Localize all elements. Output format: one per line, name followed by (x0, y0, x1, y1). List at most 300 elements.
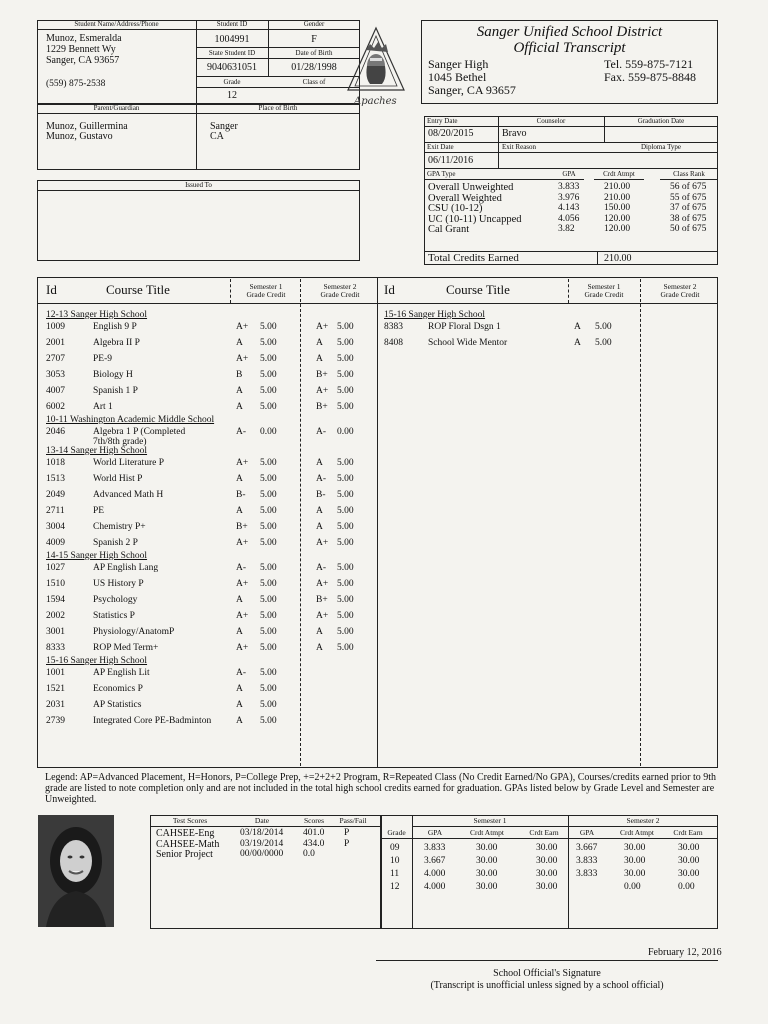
sem1-grade: A+ (236, 538, 249, 548)
test-date: 00/00/0000 (240, 849, 284, 859)
course-id: 3053 (46, 370, 65, 380)
sem2-credit: 5.00 (337, 643, 354, 653)
sem2-credit: 5.00 (337, 370, 354, 380)
grade-col-header: Grade (387, 828, 406, 837)
gender-header: Gender (268, 20, 360, 30)
course-title: Algebra II P (93, 338, 140, 348)
course-title: School Wide Mentor (428, 338, 508, 348)
course-row (0, 503, 768, 519)
sem2-credit: 5.00 (337, 474, 354, 484)
counselor: Bravo (502, 128, 527, 139)
sem1-credit: 5.00 (260, 579, 277, 589)
sem2-crdt-atmpt: 0.00 (624, 882, 641, 892)
sem1-crdt-earn: 30.00 (536, 882, 558, 892)
sem2-grade: A (316, 506, 323, 516)
sem2-credit: 5.00 (337, 579, 354, 589)
grade-level: 10 (390, 856, 400, 866)
course-title: ROP Floral Dsgn 1 (428, 322, 501, 332)
sem1-crdt-atmpt: 30.00 (476, 882, 498, 892)
sem2-gpa: 3.833 (576, 869, 598, 879)
gpa-class-rank: 55 of 675 (670, 192, 707, 203)
sem2-credit: 5.00 (337, 338, 354, 348)
course-row (0, 399, 768, 415)
gpa-value: 3.976 (558, 192, 580, 203)
sem2-grade: A- (316, 563, 327, 573)
course-title: Art 1 (93, 402, 113, 412)
sem1-crdt-earn: 30.00 (536, 856, 558, 866)
issued-to-header: Issued To (37, 180, 360, 191)
sem1-crdt-earn: 30.00 (536, 843, 558, 853)
sem1-grade: A (236, 506, 243, 516)
course-row (0, 713, 768, 729)
sem2-credit: 5.00 (337, 627, 354, 637)
sem1-grade: A (236, 474, 243, 484)
sem1-grade: A- (236, 427, 247, 437)
test-date: 03/18/2014 (240, 828, 284, 838)
issued-to-box (37, 180, 360, 261)
sem2-grade: A (316, 458, 323, 468)
sem1-gpa: 4.000 (424, 869, 446, 879)
sem1-credit: 5.00 (260, 370, 277, 380)
course-row (0, 592, 768, 608)
course-id: 8383 (384, 322, 403, 332)
course-title: AP English Lang (93, 563, 159, 573)
sem1-grade: B- (236, 490, 246, 500)
sem2-credit: 5.00 (337, 402, 354, 412)
sem2-grade: B+ (316, 370, 328, 380)
sem2-crdt-atmpt: 30.00 (624, 856, 646, 866)
sem1-gpa: 3.833 (424, 843, 446, 853)
term-heading: 12-13 Sanger High School (46, 310, 148, 320)
test-name: Senior Project (156, 849, 213, 860)
term-heading: 10-11 Washington Academic Middle School (46, 415, 215, 425)
course-id: 2002 (46, 611, 65, 621)
signature-label: School Official's Signature (493, 968, 601, 979)
sem2-credit: 5.00 (337, 506, 354, 516)
sem2-credit: 5.00 (337, 563, 354, 573)
course-title: AP English Lit (93, 668, 150, 678)
course-row (0, 535, 768, 551)
sem2-grade: A (316, 522, 323, 532)
exit-reason-header: Exit Reason (498, 143, 604, 153)
sem1-credit: 5.00 (260, 458, 277, 468)
gpa-class-rank: 56 of 675 (670, 182, 707, 192)
school-street: 1045 Bethel (428, 70, 487, 84)
student-phone: (559) 875-2538 (46, 79, 106, 89)
school-city: Sanger, CA 93657 (428, 83, 516, 97)
course-id: 6002 (46, 402, 65, 412)
class-rank-header: Class Rank (660, 170, 718, 180)
sem1-credit: 5.00 (260, 338, 277, 348)
sem1-grade: B+ (236, 522, 248, 532)
course-row (0, 681, 768, 697)
sem1-grade: A (236, 684, 243, 694)
sem2-grade: A (316, 627, 323, 637)
sem2-grade: A+ (316, 579, 329, 589)
course-id: 1521 (46, 684, 65, 694)
sem1-credit: 5.00 (260, 611, 277, 621)
course-id: 8333 (46, 643, 65, 653)
ssid-header: State Student ID (196, 49, 268, 59)
ssid: 9040631051 (207, 62, 257, 73)
sem1-credit: 5.00 (260, 700, 277, 710)
sem1-credit: 5.00 (260, 563, 277, 573)
sem1-credit: 5.00 (260, 627, 277, 637)
gc2-header-left: Grade Credit (320, 290, 360, 299)
course-id: 2046 (46, 427, 65, 437)
sem2-credit: 5.00 (337, 322, 354, 332)
gc2-header-right: Grade Credit (660, 290, 700, 299)
sem1-credit: 5.00 (260, 386, 277, 396)
term-heading: 15-16 Sanger High School (46, 656, 148, 666)
legend: Legend: AP=Advanced Placement, H=Honors, P=College Prep, +=2+2+2 Program, R=Repeated Class (No Credit Earned/No GPA), Courses/credits earned prior to 9th grade are listed to note completion only and are not included in the total high school credits earned for graduation. GPAs listed below by Grade Level and Semester are Unweighted. (45, 772, 717, 805)
sem2-header-left: Semester 2 (323, 282, 357, 291)
parent-2: Munoz, Gustavo (46, 131, 113, 142)
sem1-grade: A (236, 595, 243, 605)
gpa-type: Overall Weighted (428, 192, 502, 204)
course-row (0, 383, 768, 399)
exit-date: 06/11/2016 (428, 155, 474, 166)
course-row (0, 335, 768, 351)
sem1-credit: 5.00 (595, 322, 612, 332)
sem2-credit: 0.00 (337, 427, 354, 437)
test-pf-header: Pass/Fail (339, 816, 367, 825)
sem1-credit: 5.00 (260, 538, 277, 548)
course-title: PE-9 (93, 354, 112, 364)
sem2-grade: A (316, 354, 323, 364)
sem1-crdt-atmpt: 30.00 (476, 856, 498, 866)
course-id: 1018 (46, 458, 65, 468)
sem2-gpa-header-group: Semester 2 (626, 816, 660, 825)
course-title: English 9 P (93, 322, 137, 332)
test-score: 434.0 (303, 838, 325, 849)
sem2-credit: 5.00 (337, 595, 354, 605)
gpa-crdt-atmpt: 150.00 (604, 203, 631, 213)
sem2-credit: 5.00 (337, 538, 354, 548)
sem2-grade: A (316, 643, 323, 653)
sem1-grade: A (236, 627, 243, 637)
sem1-grade: A (574, 322, 581, 332)
test-name: CAHSEE-Math (156, 838, 220, 850)
sem1-gpa-header-group: Semester 1 (473, 816, 507, 825)
course-id: 2049 (46, 490, 65, 500)
sem1-credit: 5.00 (260, 643, 277, 653)
sem1-gpa: 4.000 (424, 882, 446, 892)
counselor-header: Counselor (498, 117, 604, 127)
course-title-continued: 7th/8th grade) (93, 437, 147, 447)
diploma-header: Diploma Type (604, 143, 718, 153)
signature-note: (Transcript is unofficial unless signed by a school official) (430, 980, 664, 991)
sem1-grade: A+ (236, 611, 249, 621)
gpa-header: GPA (554, 170, 584, 180)
course-row (0, 519, 768, 535)
sem2-grade: B+ (316, 595, 328, 605)
course-id-header-right: Id (384, 282, 395, 297)
sem1-grade: A (236, 338, 243, 348)
course-id: 8408 (384, 338, 403, 348)
sem2-grade: A (316, 338, 323, 348)
test-score: 0.0 (303, 849, 315, 859)
student-photo (38, 815, 114, 927)
logo-text: Apaches (354, 96, 397, 107)
course-title: Economics P (93, 684, 143, 694)
term-heading: 13-14 Sanger High School (46, 446, 148, 456)
sem1-atmpt-header: Crdt Atmpt (470, 828, 504, 837)
gpa-class-rank: 50 of 675 (670, 224, 707, 234)
school-logo (340, 22, 412, 112)
test-score-header: Scores (304, 816, 324, 825)
gpa-type: CSU (10-12) (428, 203, 483, 214)
course-title: US History P (93, 579, 144, 589)
course-id-header-left: Id (46, 282, 57, 297)
sem1-credit: 5.00 (260, 522, 277, 532)
exit-date-header: Exit Date (424, 143, 498, 153)
sem1-earn-header: Crdt Earn (529, 828, 559, 837)
course-id: 1027 (46, 563, 65, 573)
gpa-value: 4.143 (558, 203, 580, 213)
entry-date: 08/20/2015 (428, 128, 474, 139)
sem1-credit: 5.00 (260, 402, 277, 412)
sem2-credit: 5.00 (337, 458, 354, 468)
crdt-atmpt-header: Crdt Atmpt (594, 170, 644, 180)
course-id: 4009 (46, 538, 65, 548)
sem2-grade: A+ (316, 611, 329, 621)
student-name-header: Student Name/Address/Phone (37, 20, 196, 30)
grade: 12 (227, 90, 237, 101)
test-name: CAHSEE-Eng (156, 828, 215, 839)
sem1-grade: A+ (236, 579, 249, 589)
course-id: 4007 (46, 386, 65, 396)
course-id: 1009 (46, 322, 65, 332)
sem1-credit: 5.00 (260, 490, 277, 500)
total-credits: 210.00 (604, 253, 632, 264)
gpa-crdt-atmpt: 210.00 (604, 182, 631, 192)
course-title: PE (93, 506, 105, 516)
course-id: 2739 (46, 716, 65, 726)
sem1-credit: 5.00 (260, 595, 277, 605)
sem1-gpa: 3.667 (424, 856, 446, 866)
student-id-header: Student ID (196, 20, 268, 30)
school-fax: Fax. 559-875-8848 (604, 70, 696, 84)
course-id: 2031 (46, 700, 65, 710)
sem1-grade: A (236, 402, 243, 412)
sem1-grade: A+ (236, 322, 249, 332)
student-address-2: Sanger, CA 93657 (46, 55, 120, 66)
course-row (0, 697, 768, 713)
course-id: 1001 (46, 668, 65, 678)
sem1-grade: A- (236, 668, 247, 678)
student-name: Munoz, Esmeralda (46, 33, 122, 44)
course-title: Chemistry P+ (93, 522, 146, 532)
place-of-birth-city: Sanger (210, 121, 238, 132)
sem2-grade: A+ (316, 322, 329, 332)
gpa-type: Cal Grant (428, 224, 470, 235)
gc1-header-left: Grade Credit (246, 290, 286, 299)
course-row (0, 576, 768, 592)
transcript-date: February 12, 2016 (648, 947, 722, 958)
sem2-credit: 5.00 (337, 522, 354, 532)
course-title-header-right: Course Title (446, 282, 510, 297)
course-row (0, 319, 768, 335)
gpa-class-rank: 38 of 675 (670, 213, 707, 224)
test-pass-fail: P (344, 838, 350, 849)
dob: 01/28/1998 (291, 62, 337, 73)
gpa-value: 3.833 (558, 182, 580, 192)
course-title: World Literature P (93, 458, 164, 468)
sem2-credit: 5.00 (337, 354, 354, 364)
course-id: 2711 (46, 506, 65, 516)
parent-header: Parent/Guardian (37, 104, 196, 114)
course-row (0, 560, 768, 576)
course-title: Psychology (93, 595, 138, 605)
course-row (0, 608, 768, 624)
sem1-credit: 5.00 (260, 354, 277, 364)
sem2-crdt-earn: 30.00 (678, 869, 700, 879)
test-date-header: Date (254, 816, 270, 825)
sem1-grade: A (236, 716, 243, 726)
grade-header: Grade (196, 78, 268, 88)
graduation-header: Graduation Date (604, 117, 718, 127)
course-id: 2001 (46, 338, 65, 348)
pob-header: Place of Birth (196, 104, 360, 114)
sem2-credit: 5.00 (337, 490, 354, 500)
course-row (0, 624, 768, 640)
sem1-grade: A+ (236, 354, 249, 364)
total-credits-label: Total Credits Earned (428, 252, 519, 264)
gender: F (311, 34, 317, 45)
sem1-grade: A (574, 338, 581, 348)
course-id: 1513 (46, 474, 65, 484)
gc1-header-right: Grade Credit (584, 290, 624, 299)
sem2-crdt-atmpt: 30.00 (624, 843, 646, 853)
gpa-class-rank: 37 of 675 (670, 203, 707, 213)
course-row (0, 455, 768, 471)
sem1-grade: A+ (236, 458, 249, 468)
course-row (0, 665, 768, 681)
sem1-credit: 5.00 (260, 474, 277, 484)
sem1-crdt-atmpt: 30.00 (476, 843, 498, 853)
term-heading: 15-16 Sanger High School (384, 310, 486, 320)
sem1-grade: B (236, 370, 243, 380)
course-title: Physiology/AnatomP (93, 627, 175, 637)
course-title: Spanish 2 P (93, 538, 138, 548)
test-pass-fail: P (344, 828, 350, 838)
term-heading: 14-15 Sanger High School (46, 551, 148, 561)
sem1-credit: 5.00 (260, 668, 277, 678)
sem2-header-right: Semester 2 (663, 282, 697, 291)
course-row (0, 367, 768, 383)
course-title: Spanish 1 P (93, 386, 138, 396)
course-title: Advanced Math H (93, 490, 164, 500)
sem1-credit: 5.00 (260, 506, 277, 516)
sem1-header-right: Semester 1 (587, 282, 621, 291)
sem2-grade: B+ (316, 402, 328, 412)
course-title: Integrated Core PE-Badminton (93, 716, 212, 726)
student-address-1: 1229 Bennett Wy (46, 44, 116, 55)
sem2-grade: A- (316, 427, 327, 437)
course-row (0, 351, 768, 367)
course-id: 1510 (46, 579, 65, 589)
course-row (0, 640, 768, 656)
sem2-credit: 5.00 (337, 611, 354, 621)
sem2-crdt-earn: 0.00 (678, 882, 695, 892)
class-of-header: Class of (268, 78, 360, 88)
sem1-credit: 5.00 (260, 322, 277, 332)
course-title: Statistics P (93, 611, 135, 621)
sem1-credit: 5.00 (595, 338, 612, 348)
school-tel: Tel. 559-875-7121 (604, 57, 694, 71)
test-date: 03/19/2014 (240, 838, 284, 849)
sem1-credit: 5.00 (260, 716, 277, 726)
sem1-credit: 5.00 (260, 684, 277, 694)
course-title: AP Statistics (93, 700, 142, 710)
sem2-grade: A- (316, 474, 327, 484)
course-id: 3001 (46, 627, 65, 637)
gpa-crdt-atmpt: 120.00 (604, 224, 631, 234)
sem1-grade: A+ (236, 643, 249, 653)
sem2-credit: 5.00 (337, 386, 354, 396)
sem2-gpa: 3.667 (576, 843, 598, 853)
sem1-gpa-header: GPA (427, 828, 443, 837)
parent-1: Munoz, Guillermina (46, 121, 128, 132)
sem1-credit: 0.00 (260, 427, 277, 437)
sem1-crdt-earn: 30.00 (536, 869, 558, 879)
course-row (0, 471, 768, 487)
entry-date-header: Entry Date (424, 117, 498, 127)
sem2-gpa: 3.833 (576, 856, 598, 866)
sem2-crdt-earn: 30.00 (678, 856, 700, 866)
course-title: Algebra 1 P (Completed (93, 427, 186, 437)
place-of-birth-state: CA (210, 131, 224, 142)
grade-level: 11 (390, 869, 400, 879)
sem2-grade: A+ (316, 538, 329, 548)
course-id: 2707 (46, 354, 65, 364)
transcript-title: Official Transcript (513, 40, 626, 56)
gpa-crdt-atmpt: 120.00 (604, 213, 631, 224)
sem2-grade: A+ (316, 386, 329, 396)
sem2-earn-header: Crdt Earn (673, 828, 703, 837)
sem2-atmpt-header: Crdt Atmpt (620, 828, 654, 837)
test-score: 401.0 (303, 828, 325, 838)
dob-header: Date of Birth (268, 49, 360, 59)
sem1-crdt-atmpt: 30.00 (476, 869, 498, 879)
course-title: World Hist P (93, 474, 143, 484)
gpa-value: 3.82 (558, 224, 575, 234)
gpa-type: Overall Unweighted (428, 182, 514, 193)
student-id: 1004991 (214, 34, 250, 45)
test-scores-header: Test Scores (172, 816, 208, 825)
course-id: 1594 (46, 595, 65, 605)
sem1-grade: A- (236, 563, 247, 573)
gpa-type-header: GPA Type (424, 170, 554, 180)
district-name: Sanger Unified School District (476, 24, 663, 40)
sem1-grade: A (236, 700, 243, 710)
school-name: Sanger High (428, 57, 489, 71)
course-title: Biology H (93, 370, 133, 380)
course-title: ROP Med Term+ (93, 643, 159, 653)
sem2-grade: B- (316, 490, 326, 500)
gpa-value: 4.056 (558, 213, 580, 224)
grade-level: 09 (390, 843, 400, 853)
course-title-header-left: Course Title (106, 282, 170, 297)
sem1-header-left: Semester 1 (249, 282, 283, 291)
grade-level: 12 (390, 882, 400, 892)
sem1-grade: A (236, 386, 243, 396)
sem2-gpa-header: GPA (579, 828, 595, 837)
gpa-crdt-atmpt: 210.00 (604, 192, 631, 203)
sem2-crdt-atmpt: 30.00 (624, 869, 646, 879)
gpa-type: UC (10-11) Uncapped (428, 213, 522, 225)
